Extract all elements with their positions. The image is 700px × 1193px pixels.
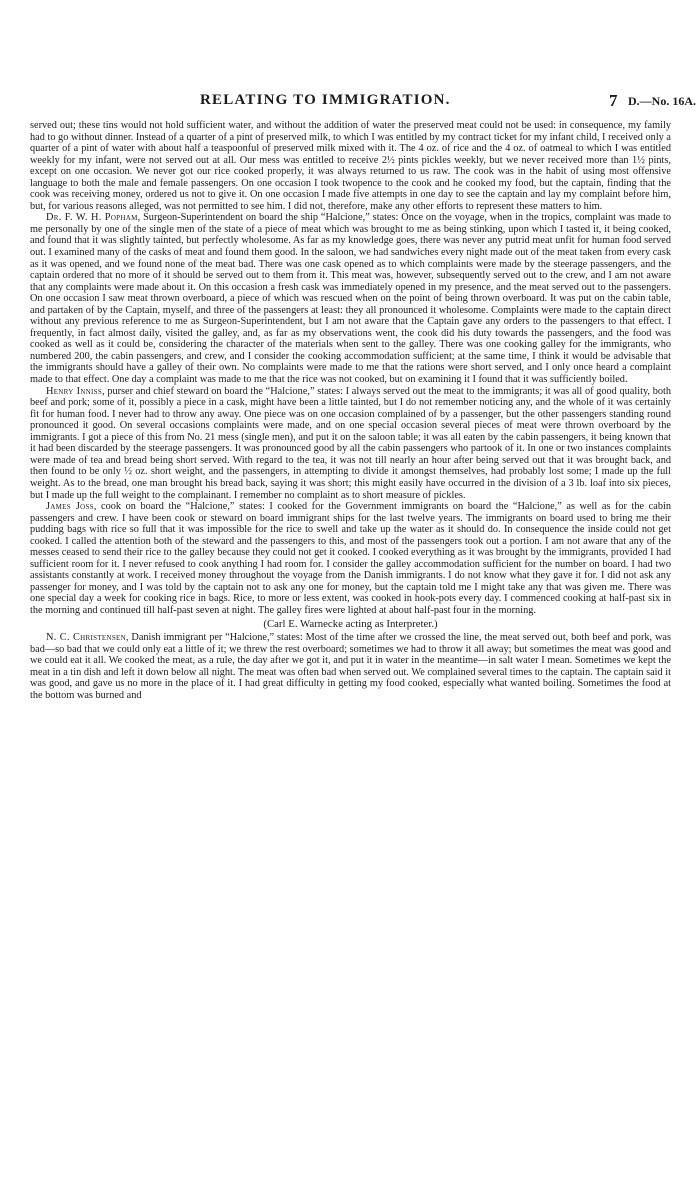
running-title: RELATING TO IMMIGRATION. [200,92,451,108]
witness-name: Dr. F. W. H. Popham [46,212,138,224]
paragraph-text: , purser and chief steward on board the “Halcione,” states: I always served out the meat to the immigrants; it was all of good quality, both beef and pork; some of it, possibly a piece in a cask, might have been a little tainted, but I do not remember noticing any, and the whole of it was certainly fit for human food. I never had to throw any away. One piece was on one occasion complained of by a passenger, but the other passengers standing round pronounced it good. On several occasions complaints were made, and on one special occasion several pieces of meat were thrown overboard by the immigrants. I got a piece of this from No. 21 mess (single men), and put it on the saloon table; it was all eaten by the cabin passengers, it being known that it had been discarded by the steerage passengers. It was pronounced good by all the cabin passengers who partook of it. In one or two instances complaints were made of tea and bread being short served. With regard to the tea, it was not till nearly an hour after being served out that it was brought back, and then found to be only ½ oz. short weight, and the passengers, in attempting to divide it amongst themselves, had probably lost some; I made up the full weight. As to the bread, one man brought his bread back, saying it was short; this might easily have occurred in the division of a 3 lb. loaf into six pieces, but I made up the full weight to the complainant. I remember no complaint as to short measure of pickles. [30,385,672,501]
paragraph-continuation [30,120,671,212]
paragraph-text: , Surgeon-Superintendent on board the ship “Halcione,” states: Once on the voyage, when in the tropics, complaint was made to me personally by one of the single men of the state of a piece of meat which was brought to me as being stinking, upon which I tasted it, it being cooked, and found that it was slightly tainted, but perfectly wholesome. As far as my knowledge goes, there was never any putrid meat unfit for human food served out. I examined many of the casks of meat and found them good. In the saloon, we had sandwiches every night made out of the meat taken from every cask as it was opened, and we found none of the meat bad. There was one cask opened as to which complaints were made by the steerage passengers, and the captain ordered that no more of it should be served out to them from it. This meat was, however, subsequently served out to the crew, and I am not aware that any complaints were made about it. On this occasion a fresh cask was immediately opened in my presence, and the meat served out to the passengers. On one occasion I saw meat thrown overboard, a piece of which was rescued when on the point of being thrown overboard. It was put on the cabin table, and partaken of by the Captain, myself, and three of the passengers at least: they all pronounced it wholesome. Complaints were made to the captain direct without any previous reference to me as Surgeon-Superintendent, but I am not aware that the Captain gave any orders to the passengers to that effect. I frequently, in fact almost daily, visited the galley, and, as far as my observations went, the cook did his duty towards the passengers, and the food was cooked as well as it could be, considering the character of the materials when sent to the galley. There was one cooking galley for the immigrants, who numbered 200, the cabin passengers, and crew, and I consider the cooking accommodation sufficient; at the same time, I think it would be advisable that the immigrants should have a galley of their own. No complaints were made to me that the rations were short served, and I only once heard a complaint made to that effect. One day a complaint was made to me that the rice was not cooked, but on examining it I found that it was sufficiently boiled. [30,212,671,386]
witness-name: N. C. Christensen [46,632,126,644]
paragraph-text: , cook on board the “Halcione,” states: I cooked for the Government immigrants on board the “Halcione,” as well as for the cabin passengers and crew. I have been cook or steward on board immigrant ships for the last twelve years. The immigrants on board used to bring me their pudding bags with rice so full that it was impossible for the rice to swell and take up the water as it should do. In consequence the inside could not get cooked. I called the attention both of the steward and the passengers to this, and most of the passengers took out a portion. I am not aware that any of the messes ceased to send their rice to the galley because they could not get it cooked. I cooked everything as it was brought by the immigrants, provided I had sufficient room for it. I never refused to cook anything I had room for. I consider the galley accommodation sufficient for the number on board. I had two assistants constantly at work. I received money throughout the voyage from the Danish immigrants. I do not know what they gave it for. I did not ask any passenger for money, and I was told by the captain not to ask any one for money, but the captain told me I might take any that was given me. There was one special day a week for cooking rice in bags. Rice, to more or less extent, was cooked in hook-pots every day. I commenced cooking at half-past six in the morning and continued till half-past seven at night. The galley fires were lighted at about half-past four in the morning. [30,501,671,616]
paragraph-inniss-testimony [30,386,671,501]
paragraph-joss-testimony [30,501,671,616]
witness-name: James Joss [46,501,94,513]
witness-name: Henry Inniss [46,385,103,397]
paragraph-text: , Danish immigrant per “Halcione,” states: Most of the time after we crossed the line, the meat served out, both beef and pork, was bad—so bad that we could only eat a little of it; we threw the rest overboard; sometimes we had to throw it all away; but sometimes the meat was good and we could eat it all. We cooked the meat, as a rule, the day after we got it, and put it in water in the meantime—in salt water I mean. Sometimes we kept the meat in a tin dish and left it down below all night. The meat was often bad when served out. We complained several times to the captain. The captain said it was good, and gave us no more in the place of it. I had great difficulty in getting my food cooked, especially what wanted boiling. Sometimes the food at the bottom was burned and [30,632,671,701]
paragraph-popham-testimony [30,212,671,385]
document-reference: D.—No. 16A. [628,94,696,108]
interpreter-note: (Carl E. Warnecke acting as Interpreter.) [263,617,438,630]
page-number: 7 [609,91,618,110]
paragraph-text: served out; these tins would not hold sufficient water, and without the addition of water the preserved meat could not be used: in consequence, my family had to go without dinner. Instead of a quarter of a pint of preserved milk, to which I was entitled by my contract ticket for my infant child, I received only a quarter of a pint of water with about half a teaspoonful of preserved milk mixed with it. The 4 oz. of rice and the 4 oz. of oatmeal to which I was entitled weekly for my infant, were not served out at all. Our mess was entitled to receive 2½ pints pickles weekly, but we never received more than 1½ pints, except on one occasion. We never got our rice cooked properly, it was always returned to us raw. The cook was in the habit of using most offensive language to both the male and female passengers. On one occasion I took twopence to the cook and he cooked my food, but the captain, finding that the cook was receiving money, ordered us not to give it. On one occasion I made five attempts in one day to see the captain and lay my complaint before him, but, for various reasons alleged, was not permitted to see him. I did not, therefore, make any other efforts to represent these matters to him. [30,120,671,212]
body-text [30,120,671,701]
paragraph-christensen-testimony [30,632,671,701]
